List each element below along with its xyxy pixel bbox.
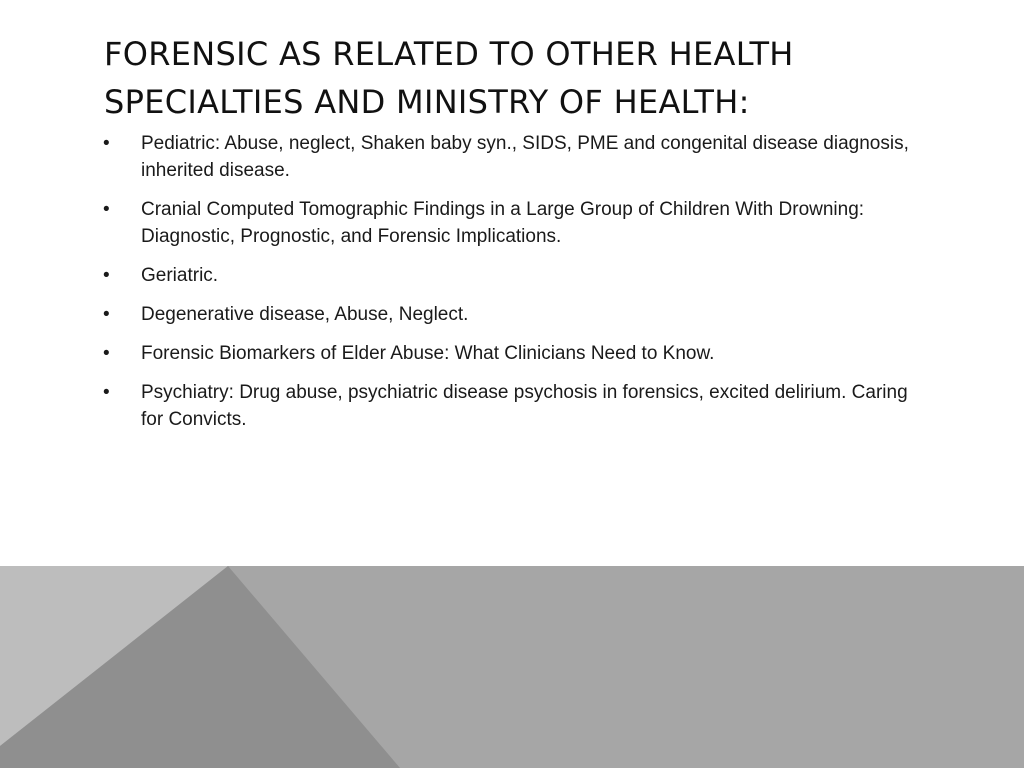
footer-decoration-band	[0, 566, 1024, 768]
bullet-marker: •	[103, 343, 110, 364]
bullet-marker: •	[103, 133, 110, 154]
bullet-item-geriatric	[103, 262, 923, 289]
bullet-text: Psychiatry: Drug abuse, psychiatric disease psychosis in forensics, excited delirium. Caring for Convicts.	[141, 382, 908, 430]
bullet-text: Degenerative disease, Abuse, Neglect.	[141, 304, 469, 325]
bullet-text: Cranial Computed Tomographic Findings in a Large Group of Children With Drowning: Diagnostic, Prognostic, and Forensic Implications.	[141, 199, 865, 247]
footer-triangles	[0, 566, 1024, 768]
bullet-marker: •	[103, 199, 110, 220]
slide-title: FORENSIC AS RELATED TO OTHER HEALTH SPECIALTIES AND MINISTRY OF HEALTH:	[104, 35, 794, 121]
bullet-marker: •	[103, 265, 110, 286]
bullet-list	[103, 130, 923, 445]
bullet-item-degenerative	[103, 301, 923, 328]
bullet-item-pediatric	[103, 130, 923, 184]
bullet-item-psychiatry	[103, 379, 923, 433]
bullet-item-cranial-ct	[103, 196, 923, 250]
bullet-item-elder-abuse	[103, 340, 923, 367]
bullet-text: Forensic Biomarkers of Elder Abuse: What Clinicians Need to Know.	[141, 343, 715, 364]
bullet-text: Geriatric.	[141, 265, 219, 286]
bullet-marker: •	[103, 304, 110, 325]
bullet-text: Pediatric: Abuse, neglect, Shaken baby syn., SIDS, PME and congenital disease diagnosis, inherited disease.	[141, 133, 909, 181]
bullet-marker: •	[103, 382, 110, 403]
